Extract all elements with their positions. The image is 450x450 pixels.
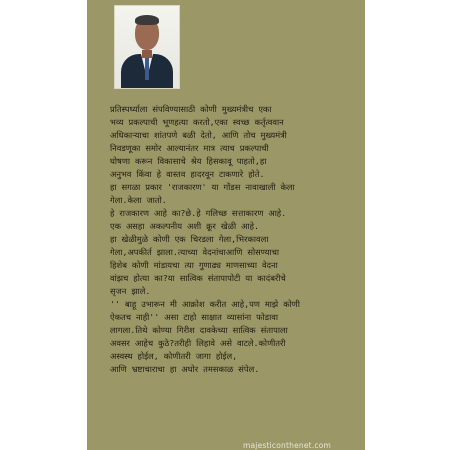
blurb-line: हा खेळीमुळे कोणी एक चिरडला गेला,भिरकावला [110,234,269,244]
author-hair [135,15,159,25]
watermark: majesticonthenet.com [243,441,332,450]
blurb-line: सृजन झाले. [110,286,151,296]
blurb-line: ऐकतच नाही'' असा टाहो साक्षात व्यासांना फोडावा [110,312,278,322]
book-back-cover [87,0,365,450]
author-photo [114,5,180,89]
blurb-line: आणि भ्रष्टाचाराचा हा अघोर तमसकाळ संपेल. [110,364,260,374]
blurb-line: गेला.केला जातो. [110,195,167,205]
blurb-line: हा सगळा प्रकार 'राजकारण' या गोंडस नावाखाली केला [110,182,295,192]
author-neck [142,50,152,58]
blurb-line: हिशेब कोणी मांडायचा त्या गुणाढ्य माणसाच्या वेदना [110,260,278,270]
blurb-line: निवडणूका समोर आल्यानंतर मात्र त्याच प्रकल्पाची [110,143,269,153]
blurb-line: प्रतिस्पर्ध्याला संपविण्यासाठी कोणी मुख्यमंत्रीच एका [110,104,272,114]
blurb-line: '' बाहू उभारून मी आक्रोश करीत आहे,पण माझे कोणी [110,299,300,309]
blurb-line: भव्य प्रकल्पाची भूणहत्या करतो,एका स्वच्छ कर्तृत्ववान [110,117,284,127]
author-tie [145,58,149,80]
blurb-line: अवसर आहेच कुठे?तरीही लिहावे असे वाटले.कोणीतरी [110,338,286,348]
blurb-line: अस्वस्थ होईल, कोणीतरी जागा होईल, [110,351,238,361]
blurb-line: अनुभव किंवा हे वास्तव हादरवून टाकणारे होते. [110,169,265,179]
blurb-line: एक असहा अकल्पनीय अशी क्रूर खेळी आहे. [110,221,259,231]
blurb-line: घोषणा करून विकासाचे श्रेय हिसकावू पाहतो,हा [110,156,267,166]
blurb-line: हे राजकारण आहे का?छे.हे गलिच्छ सत्ताकारण आहे. [110,208,287,218]
blurb-line: अधिकाऱ्याचा शांतपणे बळी देतो, आणि तोच मुख्यमंत्री [110,130,287,140]
blurb-text [110,103,362,376]
blurb-line: गेला,अपकीर्त झाला.त्याच्या वेदनांचाआणि सोसण्याचा [110,247,280,257]
blurb-line: लागला.तिथे कोण्या गिरीश दावकेच्या सात्विक संतापाला [110,325,288,335]
blurb-line: वांझच होत्या का?या सात्विक संतापापोटी या कादंबरीचे [110,273,286,283]
